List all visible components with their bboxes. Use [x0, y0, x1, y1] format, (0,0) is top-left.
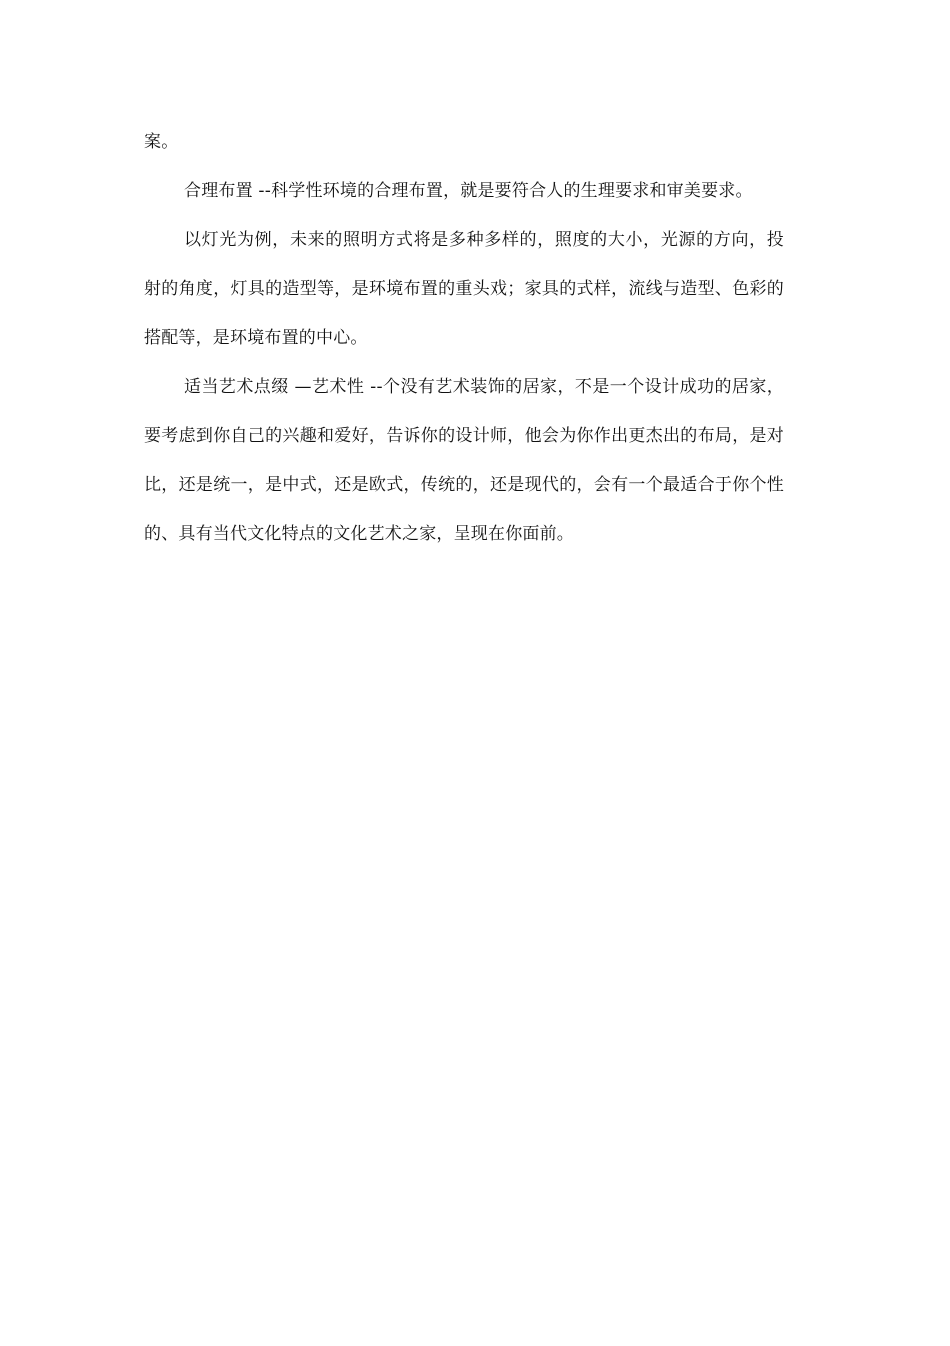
paragraph-reasonable-layout: 合理布置 --科学性环境的合理布置，就是要符合人的生理要求和审美要求。 [184, 181, 753, 201]
paragraph-lighting-example: 以灯光为例，未来的照明方式将是多种多样的，照度的大小，光源的方向，投射的角度，灯具的造型等，是环境布置的重头戏；家具的式样，流线与造型、色彩的搭配等，是环境布置的中心。 [144, 230, 784, 348]
paragraph-art-decoration: 适当艺术点缀 —艺术性 --个没有艺术装饰的居家，不是一个设计成功的居家，要考虑到你自己的兴趣和爱好，告诉你的设计师，他会为你作出更杰出的布局，是对比，还是统一，是中式，还是欧式，传统的，还是现代的，会有一个最适合于你个性的、具有当代文化特点的文化艺术之家，呈现在你面前。 [144, 377, 784, 544]
body-text [144, 118, 784, 559]
paragraph-continuation: 案。 [144, 132, 179, 152]
